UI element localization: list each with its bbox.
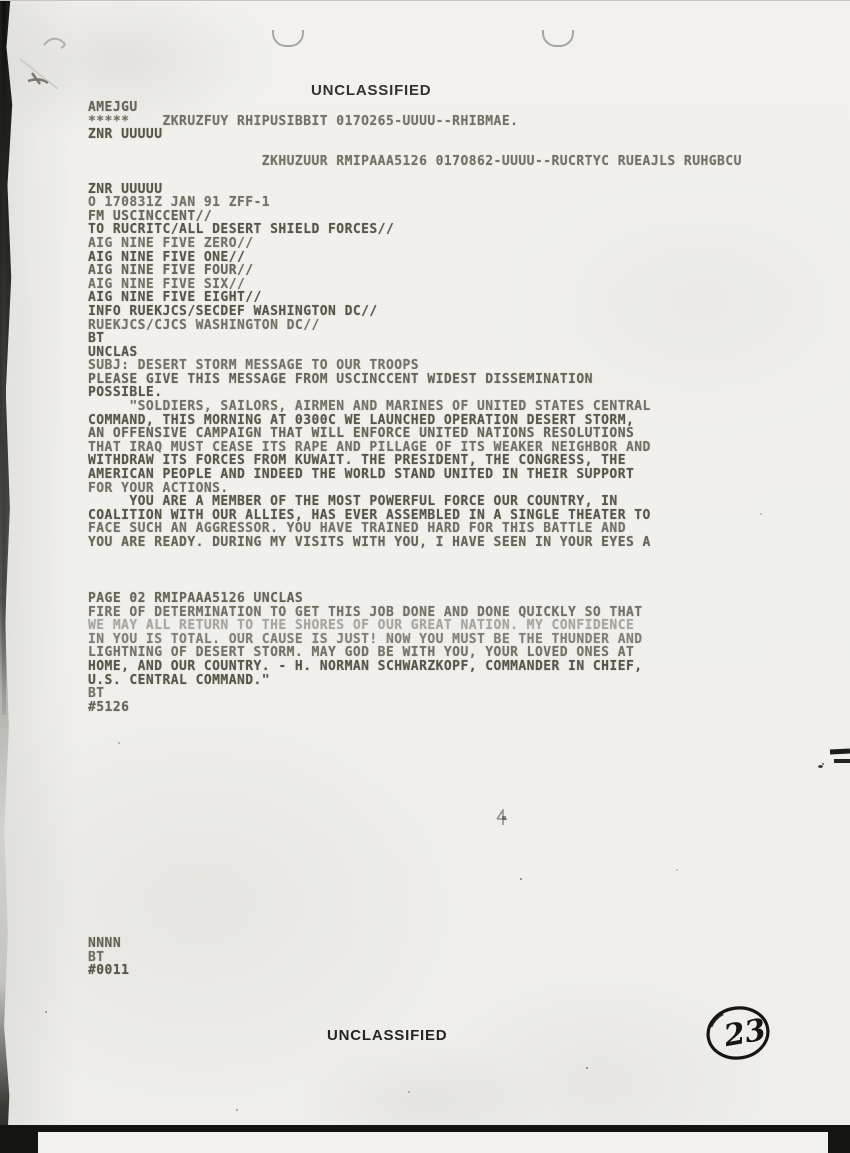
message-line: ZNR UUUUU — [88, 127, 163, 143]
message-line: AN OFFENSIVE CAMPAIGN THAT WILL ENFORCE UNITED NATIONS RESOLUTIONS — [88, 426, 635, 442]
message-line: WE MAY ALL RETURN TO THE SHORES OF OUR GREAT NATION. MY CONFIDENCE — [88, 618, 635, 634]
message-line: AIG NINE FIVE ONE// — [88, 249, 246, 265]
classification-header: UNCLASSIFIED — [311, 82, 432, 99]
message-line: INFO RUEKJCS/SECDEF WASHINGTON DC// — [88, 303, 378, 319]
message-line: FM USCINCCENT// — [88, 208, 213, 224]
message-line: IN YOU IS TOTAL. OUR CAUSE IS JUST! NOW YOU MUST BE THE THUNDER AND — [88, 631, 643, 647]
message-line: COALITION WITH OUR ALLIES, HAS EVER ASSEMBLED IN A SINGLE THEATER TO — [88, 507, 651, 523]
scan-artifact-bottom-edge — [0, 1125, 850, 1153]
message-line: #0011 — [88, 963, 130, 979]
message-line: BT — [88, 686, 105, 702]
scan-artifact-right-dot — [818, 765, 823, 768]
message-line: YOU ARE A MEMBER OF THE MOST POWERFUL FORCE OUR COUNTRY, IN — [88, 494, 618, 510]
message-line: AMEJGU — [88, 100, 138, 115]
message-line: PAGE 02 RMIPAAA5126 UNCLAS — [88, 591, 304, 606]
message-line: COMMAND, THIS MORNING AT 0300C WE LAUNCHED OPERATION DESERT STORM, — [88, 412, 635, 428]
message-line: AIG NINE FIVE ZERO// — [88, 235, 254, 251]
message-line: HOME, AND OUR COUNTRY. - H. NORMAN SCHWARZKOPF, COMMANDER IN CHIEF, — [88, 658, 643, 674]
message-line: THAT IRAQ MUST CEASE ITS RAPE AND PILLAGE OF ITS WEAKER NEIGHBOR AND — [88, 439, 651, 455]
message-line: SUBJ: DESERT STORM MESSAGE TO OUR TROOPS — [88, 358, 420, 374]
message-line: PLEASE GIVE THIS MESSAGE FROM USCINCCENT WIDEST DISSEMINATION — [88, 371, 593, 387]
message-trailer — [88, 937, 129, 978]
message-line: BT — [88, 949, 105, 965]
message-line: FACE SUCH AN AGGRESSOR. YOU HAVE TRAINED HARD FOR THIS BATTLE AND — [88, 521, 626, 537]
punch-hole-icon — [542, 30, 574, 47]
punch-hole-icon — [272, 30, 304, 47]
message-line: NNNN — [88, 936, 122, 951]
message-line: AMERICAN PEOPLE AND INDEED THE WORLD STAND UNITED IN THEIR SUPPORT — [88, 467, 635, 483]
message-page1 — [88, 101, 742, 550]
message-line: "SOLDIERS, SAILORS, AIRMEN AND MARINES OF UNITED STATES CENTRAL — [88, 399, 651, 415]
message-line: AIG NINE FIVE SIX// — [88, 276, 246, 292]
message-line: #5126 — [88, 699, 130, 715]
handwritten-page-number — [697, 997, 779, 1071]
page-number-text: 23 — [721, 1012, 769, 1055]
handwritten-stray-mark — [496, 809, 510, 827]
message-line: ***** ZKRUZFUY RHIPUSIBBIT 017O265-UUUU--RHIBMAE. — [88, 113, 519, 129]
message-line: AIG NINE FIVE FOUR// — [88, 263, 254, 279]
message-line: POSSIBLE. — [88, 385, 163, 401]
message-line: RUEKJCS/CJCS WASHINGTON DC// — [88, 317, 320, 333]
message-line: WITHDRAW ITS FORCES FROM KUWAIT. THE PRESIDENT, THE CONGRESS, THE — [88, 453, 626, 469]
message-line: ZKHUZUUR RMIPAAA5126 017O862-UUUU--RUCRTYC RUEAJLS RUHGBCU — [88, 154, 742, 170]
message-line — [88, 169, 742, 183]
message-page2 — [88, 592, 643, 714]
message-line: AIG NINE FIVE EIGHT// — [88, 290, 262, 306]
message-line: O 170831Z JAN 91 ZFF-1 — [88, 195, 271, 211]
message-line — [88, 142, 742, 156]
message-line: FOR YOUR ACTIONS. — [88, 480, 229, 496]
handwritten-pencil-marks — [14, 31, 114, 111]
message-line: U.S. CENTRAL COMMAND." — [88, 672, 271, 688]
message-line: ZNR UUUUU — [88, 181, 163, 197]
message-line: BT — [88, 331, 105, 347]
scan-artifact-left-line — [2, 1, 6, 715]
message-line: TO RUCRITC/ALL DESERT SHIELD FORCES// — [88, 222, 395, 238]
classification-footer: UNCLASSIFIED — [327, 1027, 448, 1044]
message-line: UNCLAS — [88, 344, 138, 360]
message-line: YOU ARE READY. DURING MY VISITS WITH YOU, I HAVE SEEN IN YOUR EYES A — [88, 535, 651, 550]
message-line: LIGHTNING OF DESERT STORM. MAY GOD BE WITH YOU, YOUR LOVED ONES AT — [88, 645, 635, 661]
scan-artifact-right-dash — [830, 748, 850, 754]
message-line: FIRE OF DETERMINATION TO GET THIS JOB DONE AND DONE QUICKLY SO THAT — [88, 604, 643, 620]
next-page-edge — [38, 1132, 828, 1153]
scan-artifact-right-dash — [834, 759, 850, 763]
